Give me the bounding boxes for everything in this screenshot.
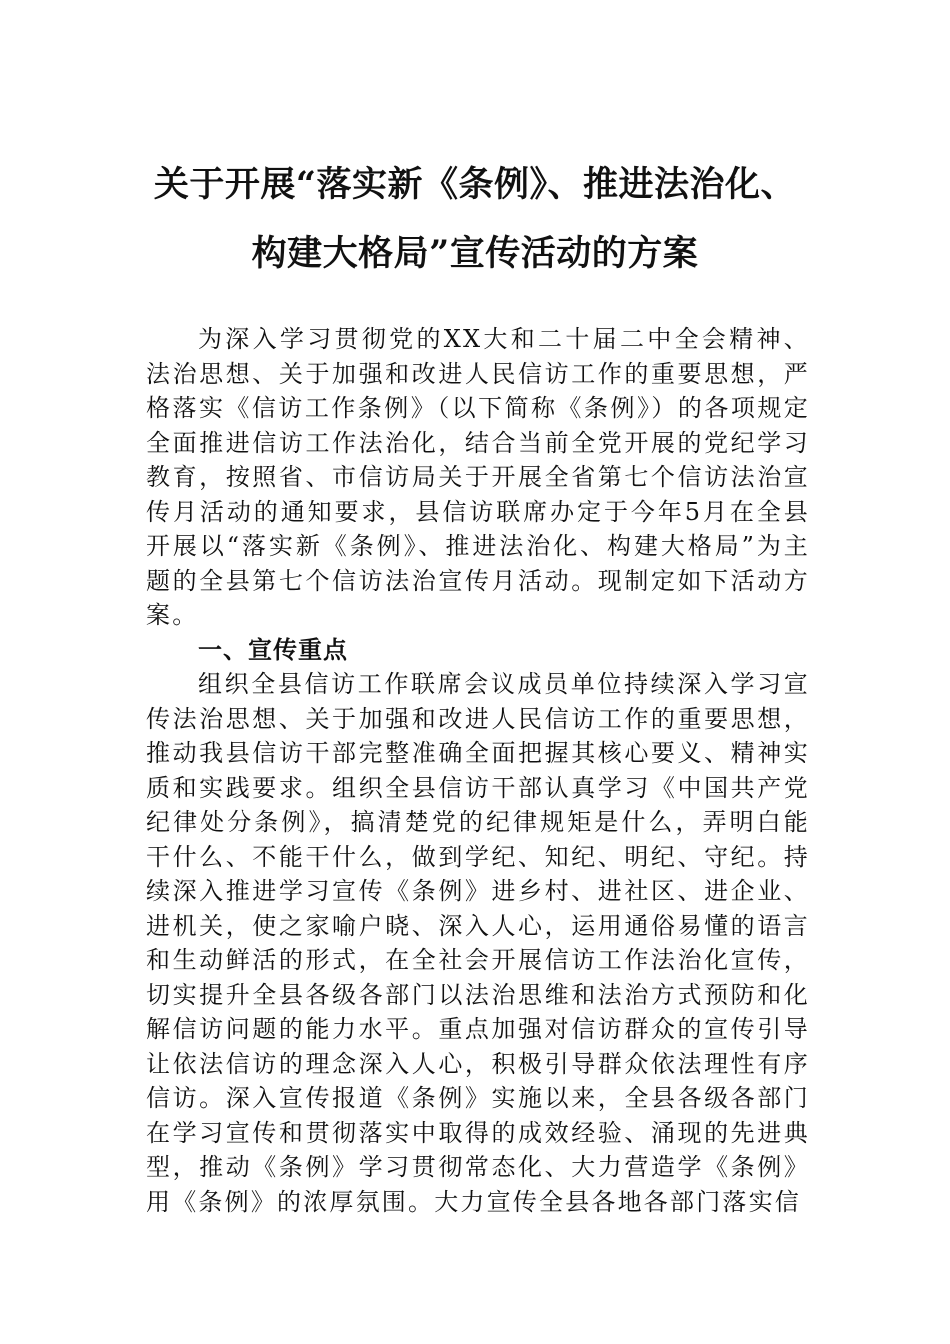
section-heading-publicity-focus: 一、宣传重点 bbox=[198, 635, 348, 664]
section-paragraph: 组织全县信访工作联席会议成员单位持续深入学习宣传法治思想、关于加强和改进人民信访工作的重要思想，推动我县信访干部完整准确全面把握其核心要义、精神实质和实践要求。组织全县信访干部认真学习《中国共产党纪律处分条例》，搞清楚党的纪律规矩是什么，弄明白能干什么、不能干什么，做到学纪、知纪、明纪、守纪。持续深入推进学习宣传《条例》进乡村、进社区、进企业、进机关，使之家喻户晓、深入人心，运用通俗易懂的语言和生动鲜活的形式，在全社会开展信访工作法治化宣传，切实提升全县各级各部门以法治思维和法治方式预防和化解信访问题的能力水平。重点加强对信访群众的宣传引导让依法信访的理念深入人心，积极引导群众依法理性有序信访。深入宣传报道《条例》实施以来，全县各级各部门在学习宣传和贯彻落实中取得的成效经验、涌现的先进典型，推动《条例》学习贯彻常态化、大力营造学《条例》用《条例》的浓厚氛围。大力宣传全县各地各部门落实信 bbox=[146, 670, 810, 1216]
intro-paragraph: 为深入学习贯彻党的XX大和二十届二中全会精神、法治思想、关于加强和改进人民信访工作的重要思想，严格落实《信访工作条例》（以下简称《条例》）的各项规定全面推进信访工作法治化，结合当前全党开展的党纪学习教育，按照省、市信访局关于开展全省第七个信访法治宣传月活动的通知要求，县信访联席办定于今年5月在全县开展以“落实新《条例》、推进法治化、构建大格局”为主题的全县第七个信访法治宣传月活动。现制定如下活动方案。 bbox=[146, 325, 810, 629]
document-title-line-2: 构建大格局”宣传活动的方案 bbox=[251, 233, 699, 274]
document-body bbox=[146, 322, 810, 1219]
document-title-line-1: 关于开展“落实新《条例》、推进法治化、 bbox=[153, 164, 797, 205]
